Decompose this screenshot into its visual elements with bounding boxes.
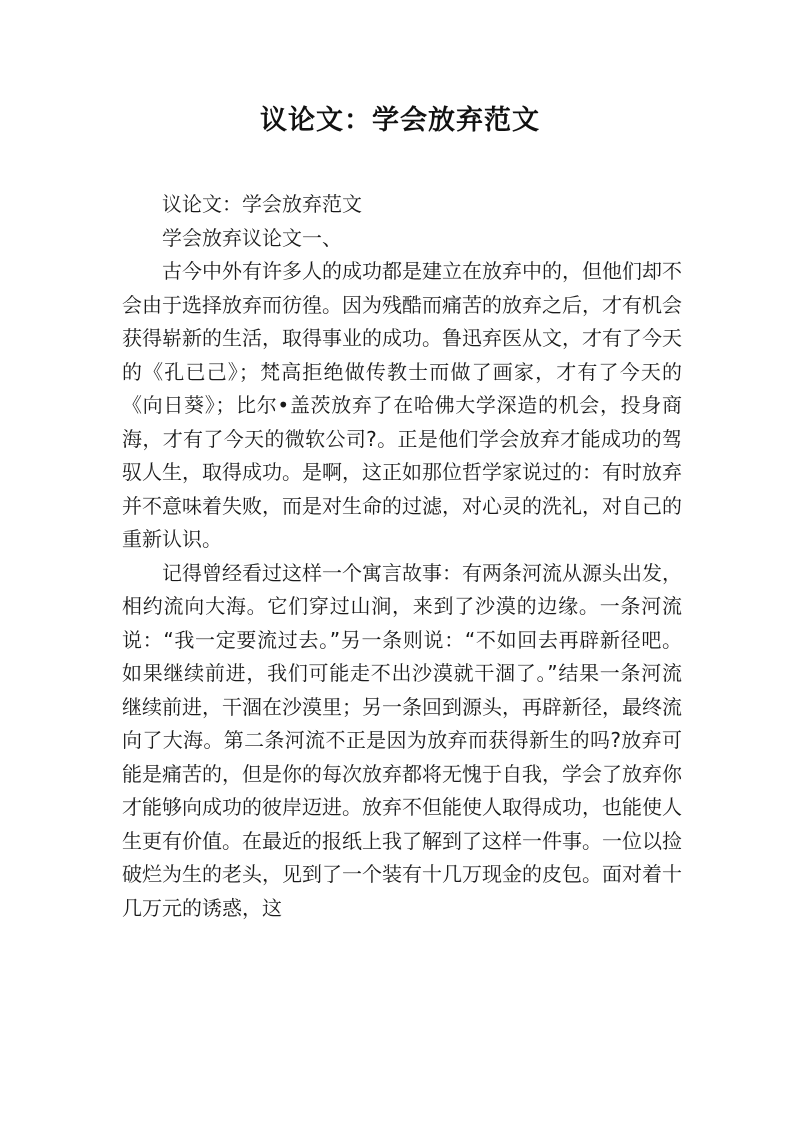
paragraph: 记得曾经看过这样一个寓言故事：有两条河流从源头出发，相约流向大海。它们穿过山涧，来到了沙漠的边缘。一条河流说：“我一定要流过去。”另一条则说：“不如回去再辟新径吧。如果继续前进，我们可能走不出沙漠就干涸了。”结果一条河流继续前进，干涸在沙漠里；另一条回到源头，再辟新径，最终流向了大海。第二条河流不正是因为放弃而获得新生的吗?放弃可能是痛苦的，但是你的每次放弃都将无愧于自我，学会了放弃你才能够向成功的彼岸迈进。放弃不但能使人取得成功，也能使人生更有价值。在最近的报纸上我了解到了这样一件事。一位以捡破烂为生的老头，见到了一个装有十几万现金的皮包。面对着十几万元的诱惑，这: [122, 560, 682, 920]
paragraph: 学会放弃议论文一、: [162, 225, 342, 250]
document-body: [122, 188, 682, 925]
document-title: 议论文：学会放弃范文: [260, 105, 540, 136]
paragraph: 古今中外有许多人的成功都是建立在放弃中的，但他们却不会由于选择放弃而彷徨。因为残酷而痛苦的放弃之后，才有机会获得崭新的生活，取得事业的成功。鲁迅弃医从文，才有了今天的《孔已己》；梵高拒绝做传教士而做了画家，才有了今天的《向日葵》；比尔•盖茨放弃了在哈佛大学深造的机会，投身商海，才有了今天的微软公司?。正是他们学会放弃才能成功的驾驭人生，取得成功。是啊，这正如那位哲学家说过的：有时放弃并不意味着失败，而是对生命的过滤，对心灵的洗礼，对自己的重新认识。: [122, 259, 682, 551]
paragraph: 议论文：学会放弃范文: [162, 192, 362, 216]
